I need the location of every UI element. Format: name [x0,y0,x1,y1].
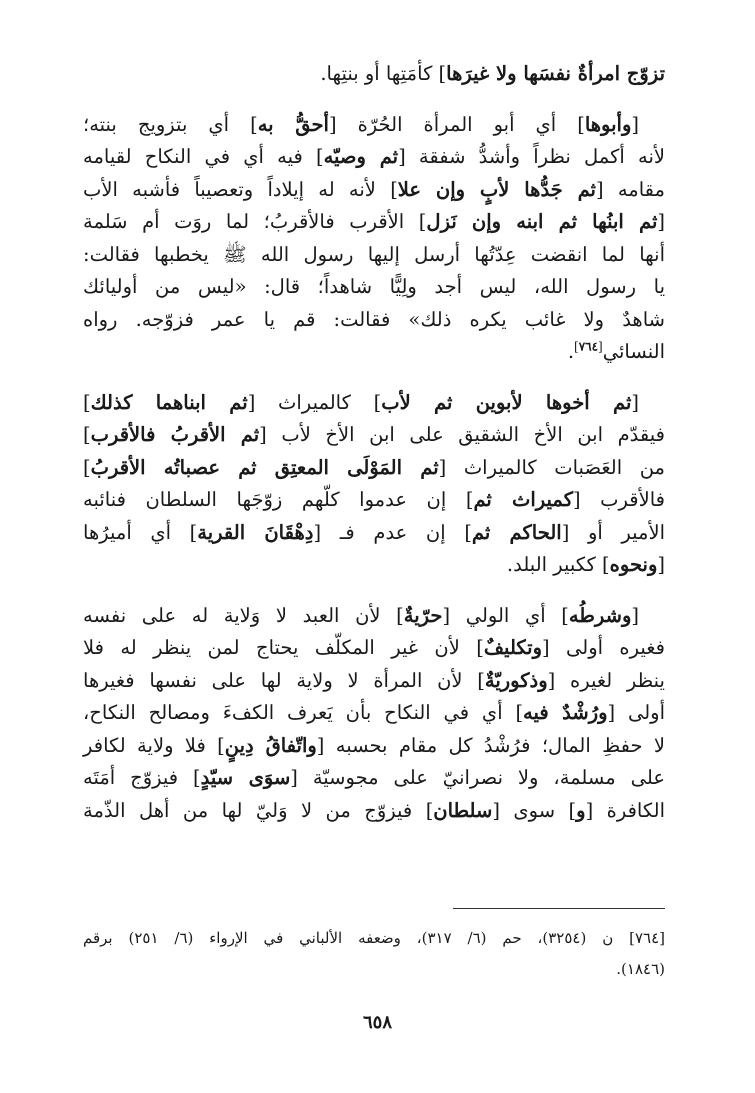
paragraph-1 [83,58,665,91]
text-line: فالأقرب [كميراث ثم] إن عدموا كلّهم زوّجَها السلطان فنائبه [83,488,665,511]
page-number: ٦٥٨ [362,1012,392,1033]
paragraph-3 [83,387,665,582]
text-fragment: النسائي [602,340,665,363]
text-line: من العَصَبات كالميراث [ثم المَوْلَى المعتِق ثم عصباتُه الأقربُ] [83,455,665,479]
text-line: تزوّج امرأةٌ نفسَها ولا غيرَها] كأمَتِها أو بنتِها. [320,62,665,85]
text-line: [ثم ابنُها ثم ابنه وإن نَزل] الأقرب فالأقربُ؛ لما روَت أم سَلمة [83,210,665,233]
text-line: مقامه [ثم جَدُّها لأبٍ وإن علا] لأنه له إيلاداً وتعصيباً فأشبه الأب [83,177,665,201]
footnote-line: (١٨٤٦). [616,960,665,978]
text-line: [وشرطُه] أي الولي [حرّيةٌ] لأن العبد لا وَلاية له على نفسه [83,603,640,627]
text-line: الأمير أو [الحاكم ثم] إن عدم فـ [دِهْقَانَ القرية] أي أميرُها [83,520,666,544]
paragraph-2 [83,109,665,369]
text-line: لأنه أكمل نظراً وأشدُّ شفقة [ثم وصيّه] فيه أي في النكاح لقيامه [83,145,665,168]
footnote-line: [٧٦٤] ن (٣٢٥٤)، حم (٦/ ٣١٧)، وضعفه الألباني في الإرواء (٦/ ٢٥١) برقم [83,929,665,947]
footnote-divider [453,908,665,909]
footnote [83,923,665,985]
paragraph-4 [83,600,665,828]
text-line: فغيره أولى [وتكليفٌ] لأن غير المكلّف يحتاج لمن ينظر له فلا [83,636,665,659]
text-line: [ونحوه] ككبير البلد. [506,553,665,576]
text-line: [وأبوها] أي أبو المرأة الحُرّة [أحقُّ به] أي بتزويج بنته؛ [83,112,639,136]
text-line: أولى [ورُشْدٌ فيه] أي في النكاح بأن يَعرف الكفءَ ومصالح النكاح، [83,701,665,724]
text-line: الكافرة [و] سوى [سلطان] فيزوّج من لا وَليّ لها من أهل الذّمة [83,798,665,822]
text-line: على مسلمة، ولا نصرانيّ على مجوسيّة [سوَى سيّدٍ] فيزوّج أمَتَه [83,766,665,789]
text-line-last: النسائي[٧٦٤]. [567,339,665,363]
text-line: شاهدٌ ولا غائب يكره ذلك» فقالت: قم يا عمر فزوّجه. رواه [83,307,665,331]
footnote-reference: [٧٦٤] [574,339,603,354]
text-line: ينظر لغيره [وذكوريّةٌ] لأن المرأة لا ولاية لها على نفسها فغيرها [83,668,665,692]
text-line: أنها لما انقضت عِدّتُها أرسل إليها رسول الله ﷺ يخطبها فقالت: [83,242,665,266]
text-line: يا رسول الله، ليس أجد ولِيًّا شاهداً؛ قال: «ليس من أوليائك [83,275,665,298]
text-line: لا حفظِ المال؛ فرُشْدُ كل مقام بحسبه [واتّفاقُ دِينٍ] فلا ولاية لكافر [83,733,665,757]
text-line: [ثم أخوها لأبوين ثم لأب] كالميراث [ثم ابناهما كذلك] [83,390,640,414]
page-body [83,58,665,827]
text-line: فيقدّم ابن الأخ الشقيق على ابن الأخ لأب [ثم الأقربُ فالأقرب] [83,423,665,446]
